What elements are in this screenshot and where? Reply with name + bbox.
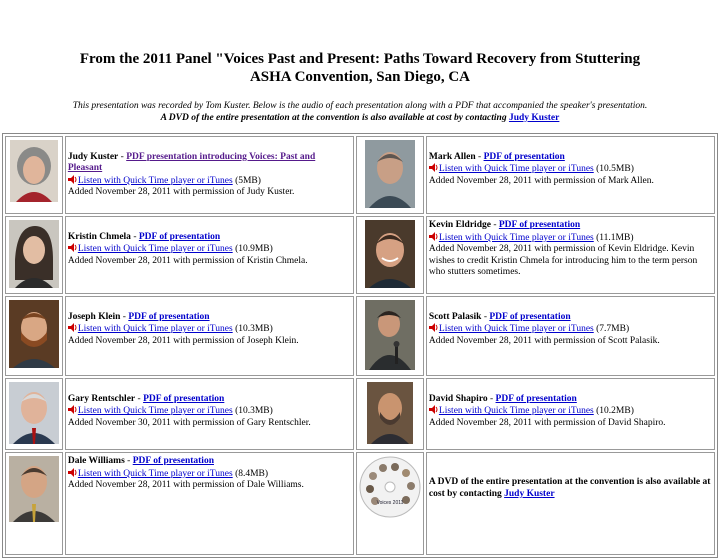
added-note: Added November 28, 2011 with permission of Kevin Eldridge. Kevin wishes to credit Kristin Chmela for introducing him to the term person who stutters sometimes. xyxy=(428,244,698,278)
pdf-link[interactable]: PDF of presentation xyxy=(132,456,214,466)
added-note: Added November 30, 2011 with permission of Gary Rentschler. xyxy=(67,417,311,428)
dvd-contact-link[interactable]: Judy Kuster xyxy=(504,488,555,499)
listen-link[interactable]: Listen with Quick Time player or iTunes xyxy=(438,164,594,175)
speaker-audio-icon xyxy=(68,175,78,184)
speaker-info-cell: Joseph Klein - PDF of presentation Listen with Quick Time player or iTunes (10.3MB) Added November 28, 2011 with permission of Joseph Klein. xyxy=(65,296,354,376)
photo-mark-allen xyxy=(365,140,415,208)
speaker-name: David Shapiro xyxy=(428,393,488,404)
speaker-info-cell: Dale Williams - PDF of presentation Listen with Quick Time player or iTunes (8.4MB) Added November 28, 2011 with permission of Dale Williams. xyxy=(65,452,354,555)
pdf-link[interactable]: PDF of presentation xyxy=(495,393,577,404)
intro-text xyxy=(0,100,720,124)
speaker-audio-icon xyxy=(68,323,78,332)
page-title xyxy=(0,50,720,86)
listen-link[interactable]: Listen with Quick Time player or iTunes xyxy=(77,468,233,479)
file-size: (11.1MB) xyxy=(596,232,634,243)
speaker-photo-cell xyxy=(356,378,424,450)
speaker-audio-icon xyxy=(68,405,78,414)
speaker-name: Judy Kuster xyxy=(67,151,119,162)
listen-link[interactable]: Listen with Quick Time player or iTunes xyxy=(77,324,233,335)
speaker-info-cell: Scott Palasik - PDF of presentation Listen with Quick Time player or iTunes (7.7MB) Added November 28, 2011 with permission of Scott Palasik. xyxy=(426,296,715,376)
speaker-photo-cell xyxy=(5,216,63,294)
speaker-name: Mark Allen xyxy=(428,151,476,162)
table-row xyxy=(5,378,715,450)
added-note: Added November 28, 2011 with permission of Mark Allen. xyxy=(428,175,654,186)
disc-label: Voices 2011 xyxy=(376,500,404,506)
speaker-info-cell: Kevin Eldridge - PDF of presentation Listen with Quick Time player or iTunes (11.1MB) Added November 28, 2011 with permission of Kevin Eldridge. Kevin wishes to credit Kristin Chmela for introducing him to the term person who stutters sometimes. xyxy=(426,216,715,294)
title-line-1: From the 2011 Panel "Voices Past and Present: Paths Toward Recovery from Stuttering xyxy=(79,51,641,67)
speaker-audio-icon xyxy=(429,323,439,332)
file-size: (8.4MB) xyxy=(235,468,269,479)
speaker-name: Scott Palasik xyxy=(428,311,482,322)
speaker-name: Dale Williams xyxy=(67,456,125,466)
pdf-link[interactable]: PDF of presentation xyxy=(483,151,565,162)
speaker-audio-icon xyxy=(68,468,78,477)
speaker-info-cell: Gary Rentschler - PDF of presentation Listen with Quick Time player or iTunes (10.3MB) Added November 30, 2011 with permission of Gary Rentschler. xyxy=(65,378,354,450)
photo-judy-kuster xyxy=(10,140,58,202)
speaker-photo-cell xyxy=(5,378,63,450)
pdf-link[interactable]: PDF presentation introducing Voices: Past and Pleasant xyxy=(67,151,316,174)
pdf-link[interactable]: PDF of presentation xyxy=(489,311,571,322)
photo-scott-palasik xyxy=(365,300,415,370)
photo-joseph-klein xyxy=(9,300,59,368)
listen-link[interactable]: Listen with Quick Time player or iTunes xyxy=(438,324,594,335)
speaker-photo-cell xyxy=(356,136,424,214)
added-note: Added November 28, 2011 with permission of Kristin Chmela. xyxy=(67,255,308,266)
speaker-name: Kristin Chmela xyxy=(67,231,131,242)
dvd-disc-image xyxy=(359,456,421,518)
speaker-audio-icon xyxy=(429,232,439,241)
intro-line-2: A DVD of the entire presentation at the convention is also available at cost by contacting xyxy=(160,113,507,123)
intro-contact-link[interactable]: Judy Kuster xyxy=(508,113,560,123)
listen-link[interactable]: Listen with Quick Time player or iTunes xyxy=(77,175,233,186)
listen-link[interactable]: Listen with Quick Time player or iTunes xyxy=(438,406,594,417)
added-note: Added November 28, 2011 with permission of Joseph Klein. xyxy=(67,335,299,346)
pdf-link[interactable]: PDF of presentation xyxy=(143,393,225,404)
speaker-photo-cell xyxy=(5,136,63,214)
added-note: Added November 28, 2011 with permission of Dale Williams. xyxy=(67,480,304,491)
file-size: (5MB) xyxy=(235,175,261,186)
speaker-photo-cell xyxy=(5,296,63,376)
speaker-info-cell: Judy Kuster - PDF presentation introducing Voices: Past and Pleasant Listen with Quick Time player or iTunes (5MB) Added November 28, 2011 with permission of Judy Kuster. xyxy=(65,136,354,214)
title-line-2: ASHA Convention, San Diego, CA xyxy=(249,69,471,85)
intro-line-1: This presentation was recorded by Tom Kuster. Below is the audio of each presentation along with a PDF that accompanied the speaker's presentation. xyxy=(72,101,648,111)
listen-link[interactable]: Listen with Quick Time player or iTunes xyxy=(77,244,233,255)
photo-dale-williams xyxy=(9,456,59,522)
photo-kevin-eldridge xyxy=(365,220,415,288)
file-size: (7.7MB) xyxy=(596,324,630,335)
table-row xyxy=(5,216,715,294)
file-size: (10.2MB) xyxy=(596,406,634,417)
added-note: Added November 28, 2011 with permission of Scott Palasik. xyxy=(428,335,660,346)
speaker-info-cell: Kristin Chmela - PDF of presentation Listen with Quick Time player or iTunes (10.9MB) Added November 28, 2011 with permission of Kristin Chmela. xyxy=(65,216,354,294)
speaker-photo-cell xyxy=(356,296,424,376)
speaker-name: Kevin Eldridge xyxy=(428,220,491,230)
added-note: Added November 28, 2011 with permission of Judy Kuster. xyxy=(67,187,295,198)
listen-link[interactable]: Listen with Quick Time player or iTunes xyxy=(77,406,233,417)
listen-link[interactable]: Listen with Quick Time player or iTunes xyxy=(438,232,594,243)
speaker-audio-icon xyxy=(429,163,439,172)
file-size: (10.3MB) xyxy=(235,324,273,335)
speaker-info-cell: Mark Allen - PDF of presentation Listen with Quick Time player or iTunes (10.5MB) Added November 28, 2011 with permission of Mark Allen. xyxy=(426,136,715,214)
photo-david-shapiro xyxy=(367,382,413,444)
speaker-audio-icon xyxy=(68,243,78,252)
speaker-info-cell: David Shapiro - PDF of presentation Listen with Quick Time player or iTunes (10.2MB) Added November 28, 2011 with permission of David Shapiro. xyxy=(426,378,715,450)
table-row xyxy=(5,136,715,214)
pdf-link[interactable]: PDF of presentation xyxy=(128,311,210,322)
file-size: (10.9MB) xyxy=(235,244,273,255)
speaker-name: Gary Rentschler xyxy=(67,393,136,404)
speaker-photo-cell xyxy=(356,216,424,294)
pdf-link[interactable]: PDF of presentation xyxy=(498,220,581,230)
table-row xyxy=(5,296,715,376)
photo-kristin-chmela xyxy=(9,220,59,288)
file-size: (10.3MB) xyxy=(235,406,273,417)
added-note: Added November 28, 2011 with permission of David Shapiro. xyxy=(428,417,666,428)
dvd-text: A DVD of the entire presentation at the convention is also available at cost by contacting xyxy=(428,477,711,499)
pdf-link[interactable]: PDF of presentation xyxy=(138,231,221,242)
speaker-name: Joseph Klein xyxy=(67,311,121,322)
speaker-table xyxy=(2,133,718,558)
speaker-audio-icon xyxy=(429,405,439,414)
file-size: (10.5MB) xyxy=(596,164,634,175)
photo-gary-rentschler xyxy=(9,382,59,444)
